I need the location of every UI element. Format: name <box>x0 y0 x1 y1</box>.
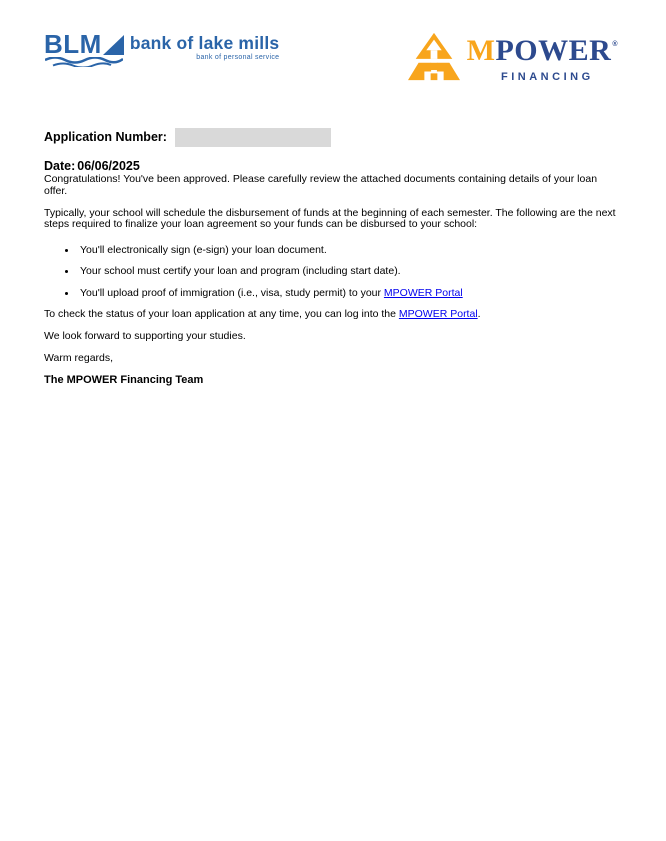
letter-body <box>0 128 666 387</box>
paragraph-warm-regards: Warm regards, <box>44 352 114 364</box>
registered-trademark-icon: ® <box>612 41 618 48</box>
mpower-portal-link[interactable]: MPOWER Portal <box>398 308 478 320</box>
status-text-before-link: To check the status of your loan application at any time, you can log into the <box>44 308 399 320</box>
list-item-text: You'll electronically sign (e-sign) your loan document. <box>80 243 327 256</box>
application-number-redacted-box <box>175 128 331 147</box>
blm-acronym-text: BLM <box>44 29 102 59</box>
mpower-logo <box>408 30 618 83</box>
application-number-label: Application Number: <box>44 130 167 144</box>
date-line <box>44 159 620 174</box>
date-label: Date: <box>44 159 76 173</box>
list-item-text: You'll upload proof of immigration (i.e., visa, study permit) to your <box>80 286 384 299</box>
signature-line: The MPOWER Financing Team <box>44 374 204 386</box>
next-steps-list <box>44 245 620 300</box>
mpower-word-power: POWER <box>495 34 612 67</box>
date-value: 06/06/2025 <box>77 159 140 173</box>
paragraph-closing-studies: We look forward to supporting your studies. <box>44 330 246 342</box>
mpower-letter-m: M <box>466 34 496 67</box>
mpower-word <box>467 30 618 66</box>
blm-tagline: bank of personal service <box>196 54 280 61</box>
list-item <box>77 245 620 257</box>
application-number-line <box>44 128 620 147</box>
sailboat-sail-icon <box>103 34 125 57</box>
mpower-wordmark <box>467 30 618 83</box>
paragraph-congratulations: Congratulations! You've been approved. Please carefully review the attached documents containing details of your loan offer. <box>44 173 598 197</box>
mpower-portal-link[interactable]: MPOWER Portal <box>383 286 463 299</box>
paragraph-next-steps: Typically, your school will schedule the disbursement of funds at the beginning of each semester. The following are the next steps required to finalize your loan agreement so your funds can be disbursed to your school: <box>44 206 616 230</box>
header <box>0 0 666 83</box>
water-waves-icon <box>45 57 123 67</box>
mpower-arrow-icon <box>408 32 460 82</box>
list-item <box>77 266 620 278</box>
status-text-after-link: . <box>477 308 481 320</box>
blm-bank-name: bank of lake mills <box>129 33 280 53</box>
list-item-text: Your school must certify your loan and program (including start date). <box>80 265 401 277</box>
list-item <box>77 288 620 300</box>
blm-mark <box>44 29 125 67</box>
mpower-financing-text: FINANCING <box>501 71 594 83</box>
blm-logo <box>44 29 280 67</box>
blm-wordmark <box>130 34 280 61</box>
paragraph-status <box>44 309 620 321</box>
